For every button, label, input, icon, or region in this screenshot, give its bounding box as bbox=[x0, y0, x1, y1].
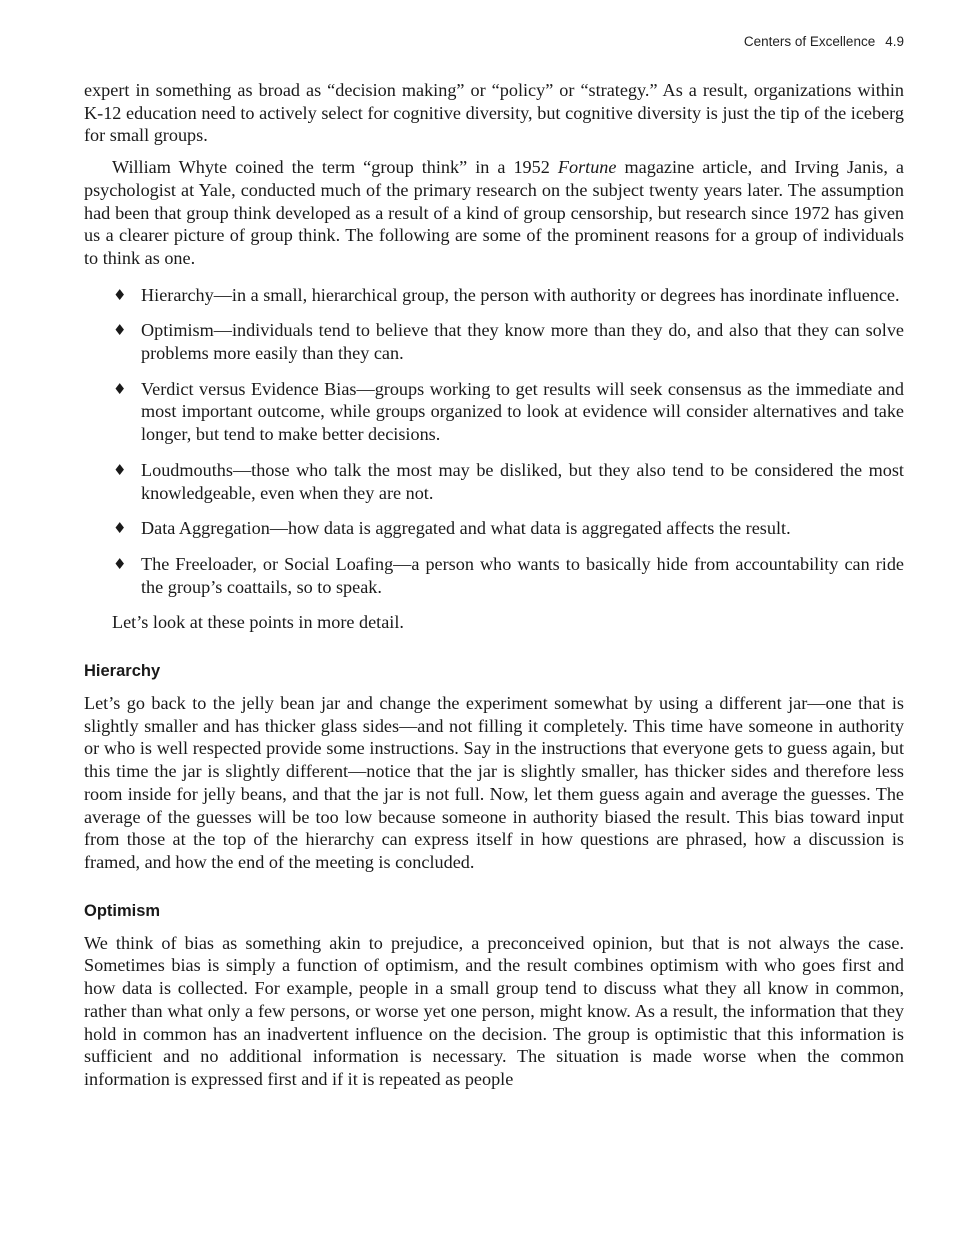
bullet-item-verdict-evidence bbox=[84, 378, 904, 446]
bullet-text: Optimism—individuals tend to believe that they know more than they do, and also that they can solve problems more easily than they can. bbox=[141, 320, 904, 364]
detail-intro-paragraph: Let’s look at these points in more detail. bbox=[112, 612, 404, 633]
diamond-bullet-icon: ♦ bbox=[113, 519, 127, 538]
bullet-item-hierarchy bbox=[84, 284, 904, 307]
fortune-magazine-title: Fortune bbox=[557, 157, 617, 178]
diamond-bullet-icon: ♦ bbox=[113, 460, 127, 479]
bullet-text: Hierarchy—in a small, hierarchical group, the person with authority or degrees has inordinate influence. bbox=[141, 284, 900, 305]
bullet-text: Data Aggregation—how data is aggregated and what data is aggregated affects the result. bbox=[141, 518, 791, 539]
bullet-item-loudmouths bbox=[84, 459, 904, 504]
page-body bbox=[84, 79, 904, 1091]
diamond-bullet-icon: ♦ bbox=[113, 554, 127, 573]
intro-paragraph-1: expert in something as broad as “decision making” or “policy” or “strategy.” As a result, organizations within K-12 education need to actively select for cognitive diversity, but cognitive diversity is just the tip of the iceberg for small groups. bbox=[84, 80, 904, 146]
running-header bbox=[744, 34, 904, 49]
para2-text-after: magazine article, and Irving Janis, a psychologist at Yale, conducted much of the primary research on the subject twenty years later. The assumption had been that group think developed as a result of a kind of group censorship, but research since 1972 has given us a clearer picture of group think. The following are some of the prominent reasons for a group of individuals to think as one. bbox=[84, 157, 905, 268]
bullet-item-data-aggregation bbox=[84, 517, 904, 540]
section-heading-hierarchy: Hierarchy bbox=[84, 662, 161, 681]
diamond-bullet-icon: ♦ bbox=[113, 379, 127, 398]
hierarchy-paragraph: Let’s go back to the jelly bean jar and change the experiment somewhat by using a different jar—one that is slightly smaller and has thicker glass sides—and not filling it completely. This time have someone in authority or who is well respected provide some instructions. Say in the instructions that everyone gets to guess again, but this time the jar is slightly different—notice that the jar is slightly smaller, has thicker sides and therefore less room inside for jelly beans, and that the jar is not full. Now, let them guess again and average the guesses. The average of the guesses will be too low because someone in authority biased the result. This bias toward input from those at the top of the hierarchy can express itself in how questions are phrased, how a discussion is framed, and how the end of the meeting is concluded. bbox=[84, 693, 904, 872]
diamond-bullet-icon: ♦ bbox=[113, 321, 127, 340]
para2-text-before: William Whyte coined the term “group think” in a 1952 bbox=[112, 157, 558, 178]
section-heading-optimism: Optimism bbox=[84, 901, 161, 920]
optimism-paragraph: We think of bias as something akin to prejudice, a preconceived opinion, but that is not always the case. Sometimes bias is simply a function of optimism, and the result combines optimism with who goes first and how data is collected. For example, people in a small group tend to discuss what they all know in common, rather than what only a few persons, or worse yet one person, might know. As a result, the information that they hold in common has an inadvertent influence on the decision. The group is optimistic that this information is sufficient and no additional information is necessary. The situation is made worse when the common information is expressed first and if it is repeated as people bbox=[84, 932, 904, 1089]
bullet-text: Verdict versus Evidence Bias—groups working to get results will seek consensus as the immediate and most important outcome, while groups organized to look at evidence will consider alternatives and take longer, but tend to make better decisions. bbox=[141, 378, 904, 445]
bullet-item-optimism bbox=[84, 319, 904, 364]
diamond-bullet-icon: ♦ bbox=[113, 285, 127, 304]
running-title: Centers of Excellence bbox=[743, 34, 876, 49]
reasons-bullet-list bbox=[84, 284, 904, 599]
bullet-text: Loudmouths—those who talk the most may be disliked, but they also tend to be considered the most knowledgeable, even when they are not. bbox=[141, 459, 904, 503]
bullet-item-freeloader bbox=[84, 553, 904, 598]
intro-paragraph-2 bbox=[84, 156, 904, 270]
bullet-text: The Freeloader, or Social Loafing—a person who wants to basically hide from accountability can ride the group’s coattails, so to speak. bbox=[141, 553, 904, 597]
page-number: 4.9 bbox=[885, 34, 904, 49]
